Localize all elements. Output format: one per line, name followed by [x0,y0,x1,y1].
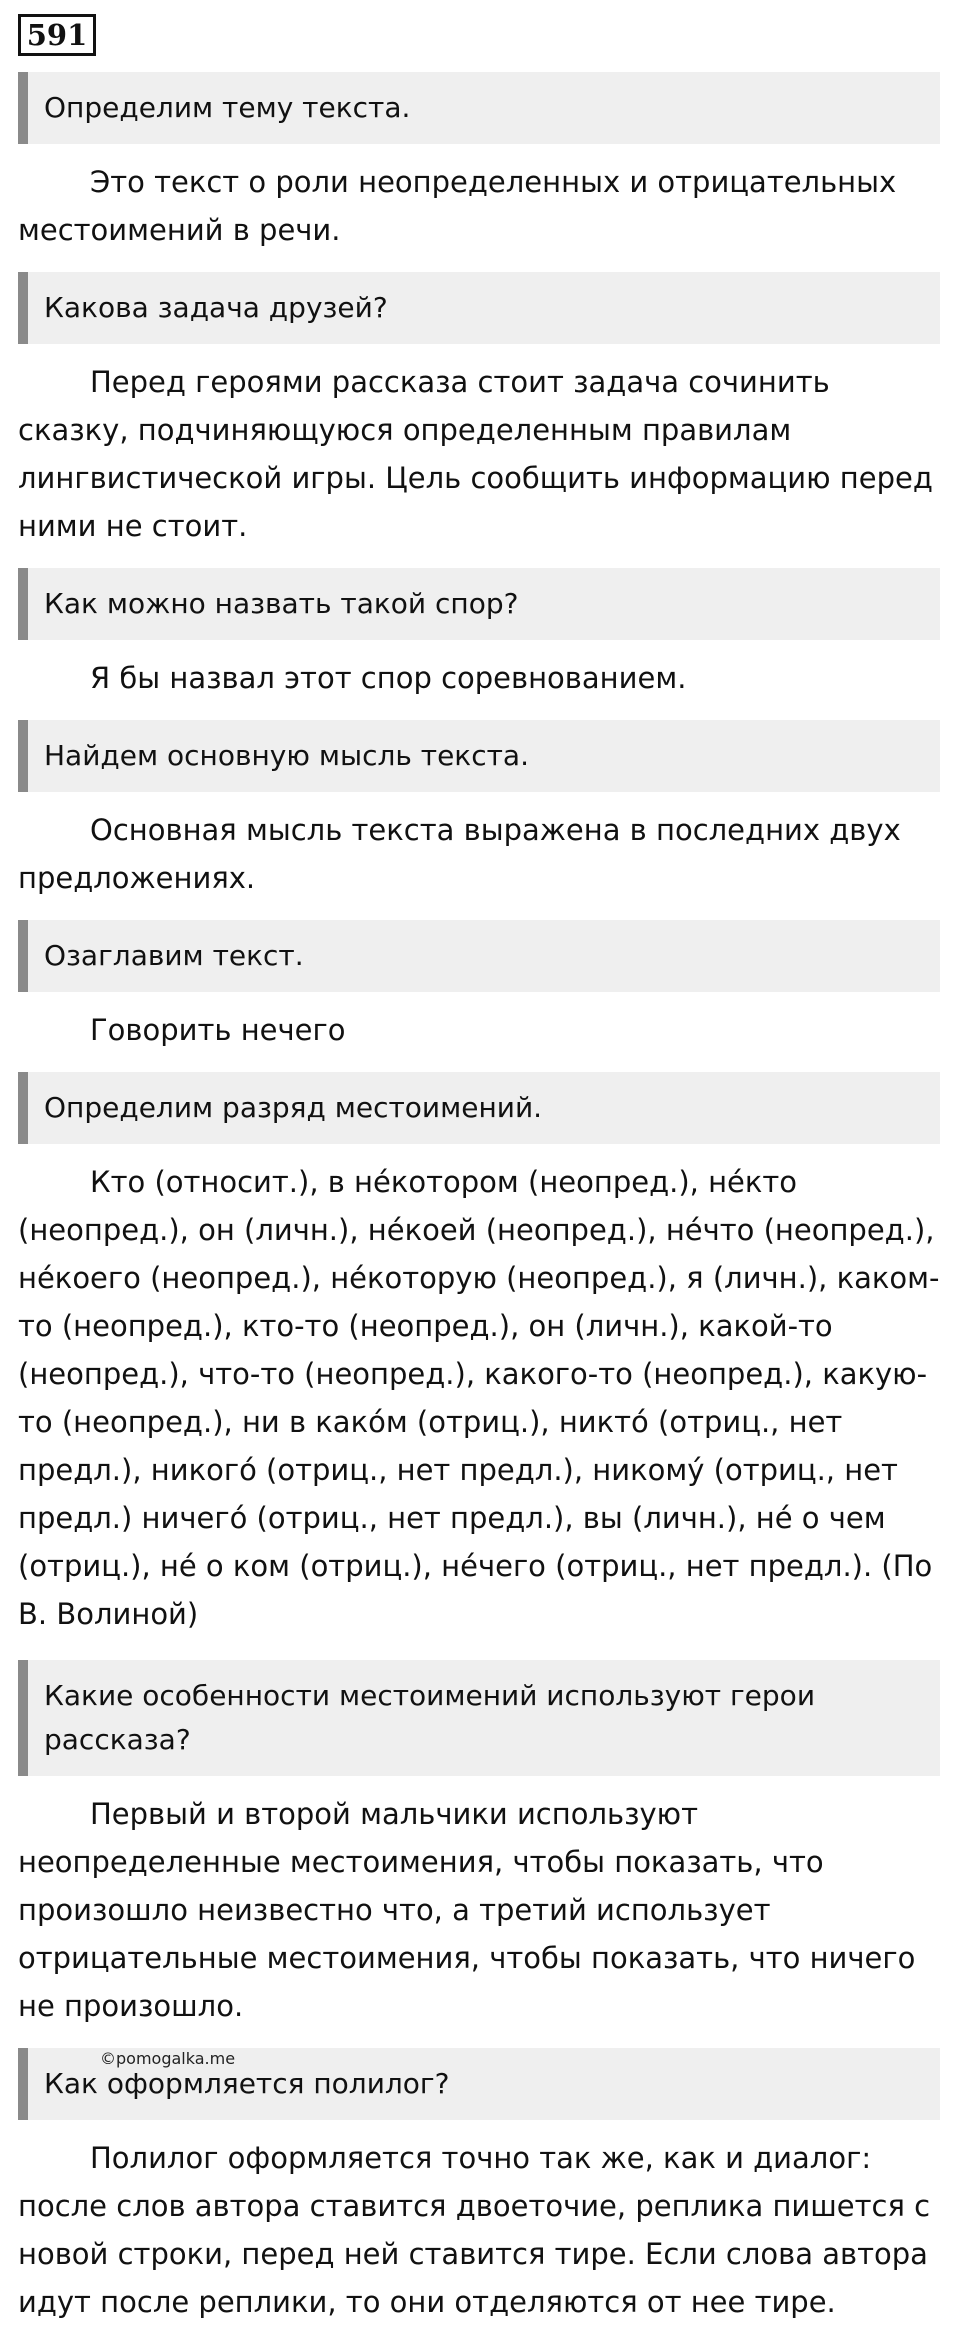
answer-4: Основная мысль текста выражена в последних двух предложениях. [18,813,901,895]
question-3: Как можно назвать такой спор? [18,568,940,640]
answer-1: Это текст о роли неопределенных и отрицательных местоимений в речи. [18,165,897,247]
answer-6: Кто (относит.), в не́котором (неопред.), не́кто (неопред.), он (личн.), не́коей (неопред.), не́что (неопред.), не́коего (неопред.), не́которую (неопред.), я (личн.), каком-то (неопред.), кто-то (неопред.), он (личн.), какой-то (неопред.), что-то (неопред.), какого-то (неопред.), какую-то (неопред.), ни в како́м (отриц.), никто́ (отриц., нет предл.), никого́ (отриц., нет предл.), никому́ (отриц., нет предл.) ничего́ (отриц., нет предл.), вы (личн.), не́ о чем (отриц.), не́ о ком (отриц.), не́чего (отриц., нет предл.). (По В. Волиной) [18,1165,940,1631]
answer-2: Перед героями рассказа стоит задача сочинить сказку, подчиняющуюся определенным правилам лингвистической игры. Цель сообщить информацию перед ними не стоит. [18,365,933,543]
question-6: Определим разряд местоимений. [18,1072,940,1144]
answer-8: Полилог оформляется точно так же, как и диалог: после слов автора ставится двоеточие, реплика пишется с новой строки, перед ней ставится тире. Если слова автора идут после реплики, то они отделяются от нее тире. [18,2141,931,2319]
task-number-badge: 591 [18,14,96,56]
watermark: ©pomogalka.me [100,2049,236,2068]
question-8: Как оформляется полилог? [18,2048,940,2120]
content [18,72,940,2344]
question-1: Определим тему текста. [18,72,940,144]
answer-3: Я бы назвал этот спор соревнованием. [90,661,687,695]
answer-7: Первый и второй мальчики используют неопределенные местоимения, чтобы показать, что произошло неизвестно что, а третий использует отрицательные местоимения, чтобы показать, что ничего не произошло. [18,1797,916,2023]
question-4: Найдем основную мысль текста. [18,720,940,792]
question-2: Какова задача друзей? [18,272,940,344]
answer-5: Говорить нечего [90,1013,346,1047]
question-7: Какие особенности местоимений используют герои рассказа? [18,1660,940,1776]
question-5: Озаглавим текст. [18,920,940,992]
